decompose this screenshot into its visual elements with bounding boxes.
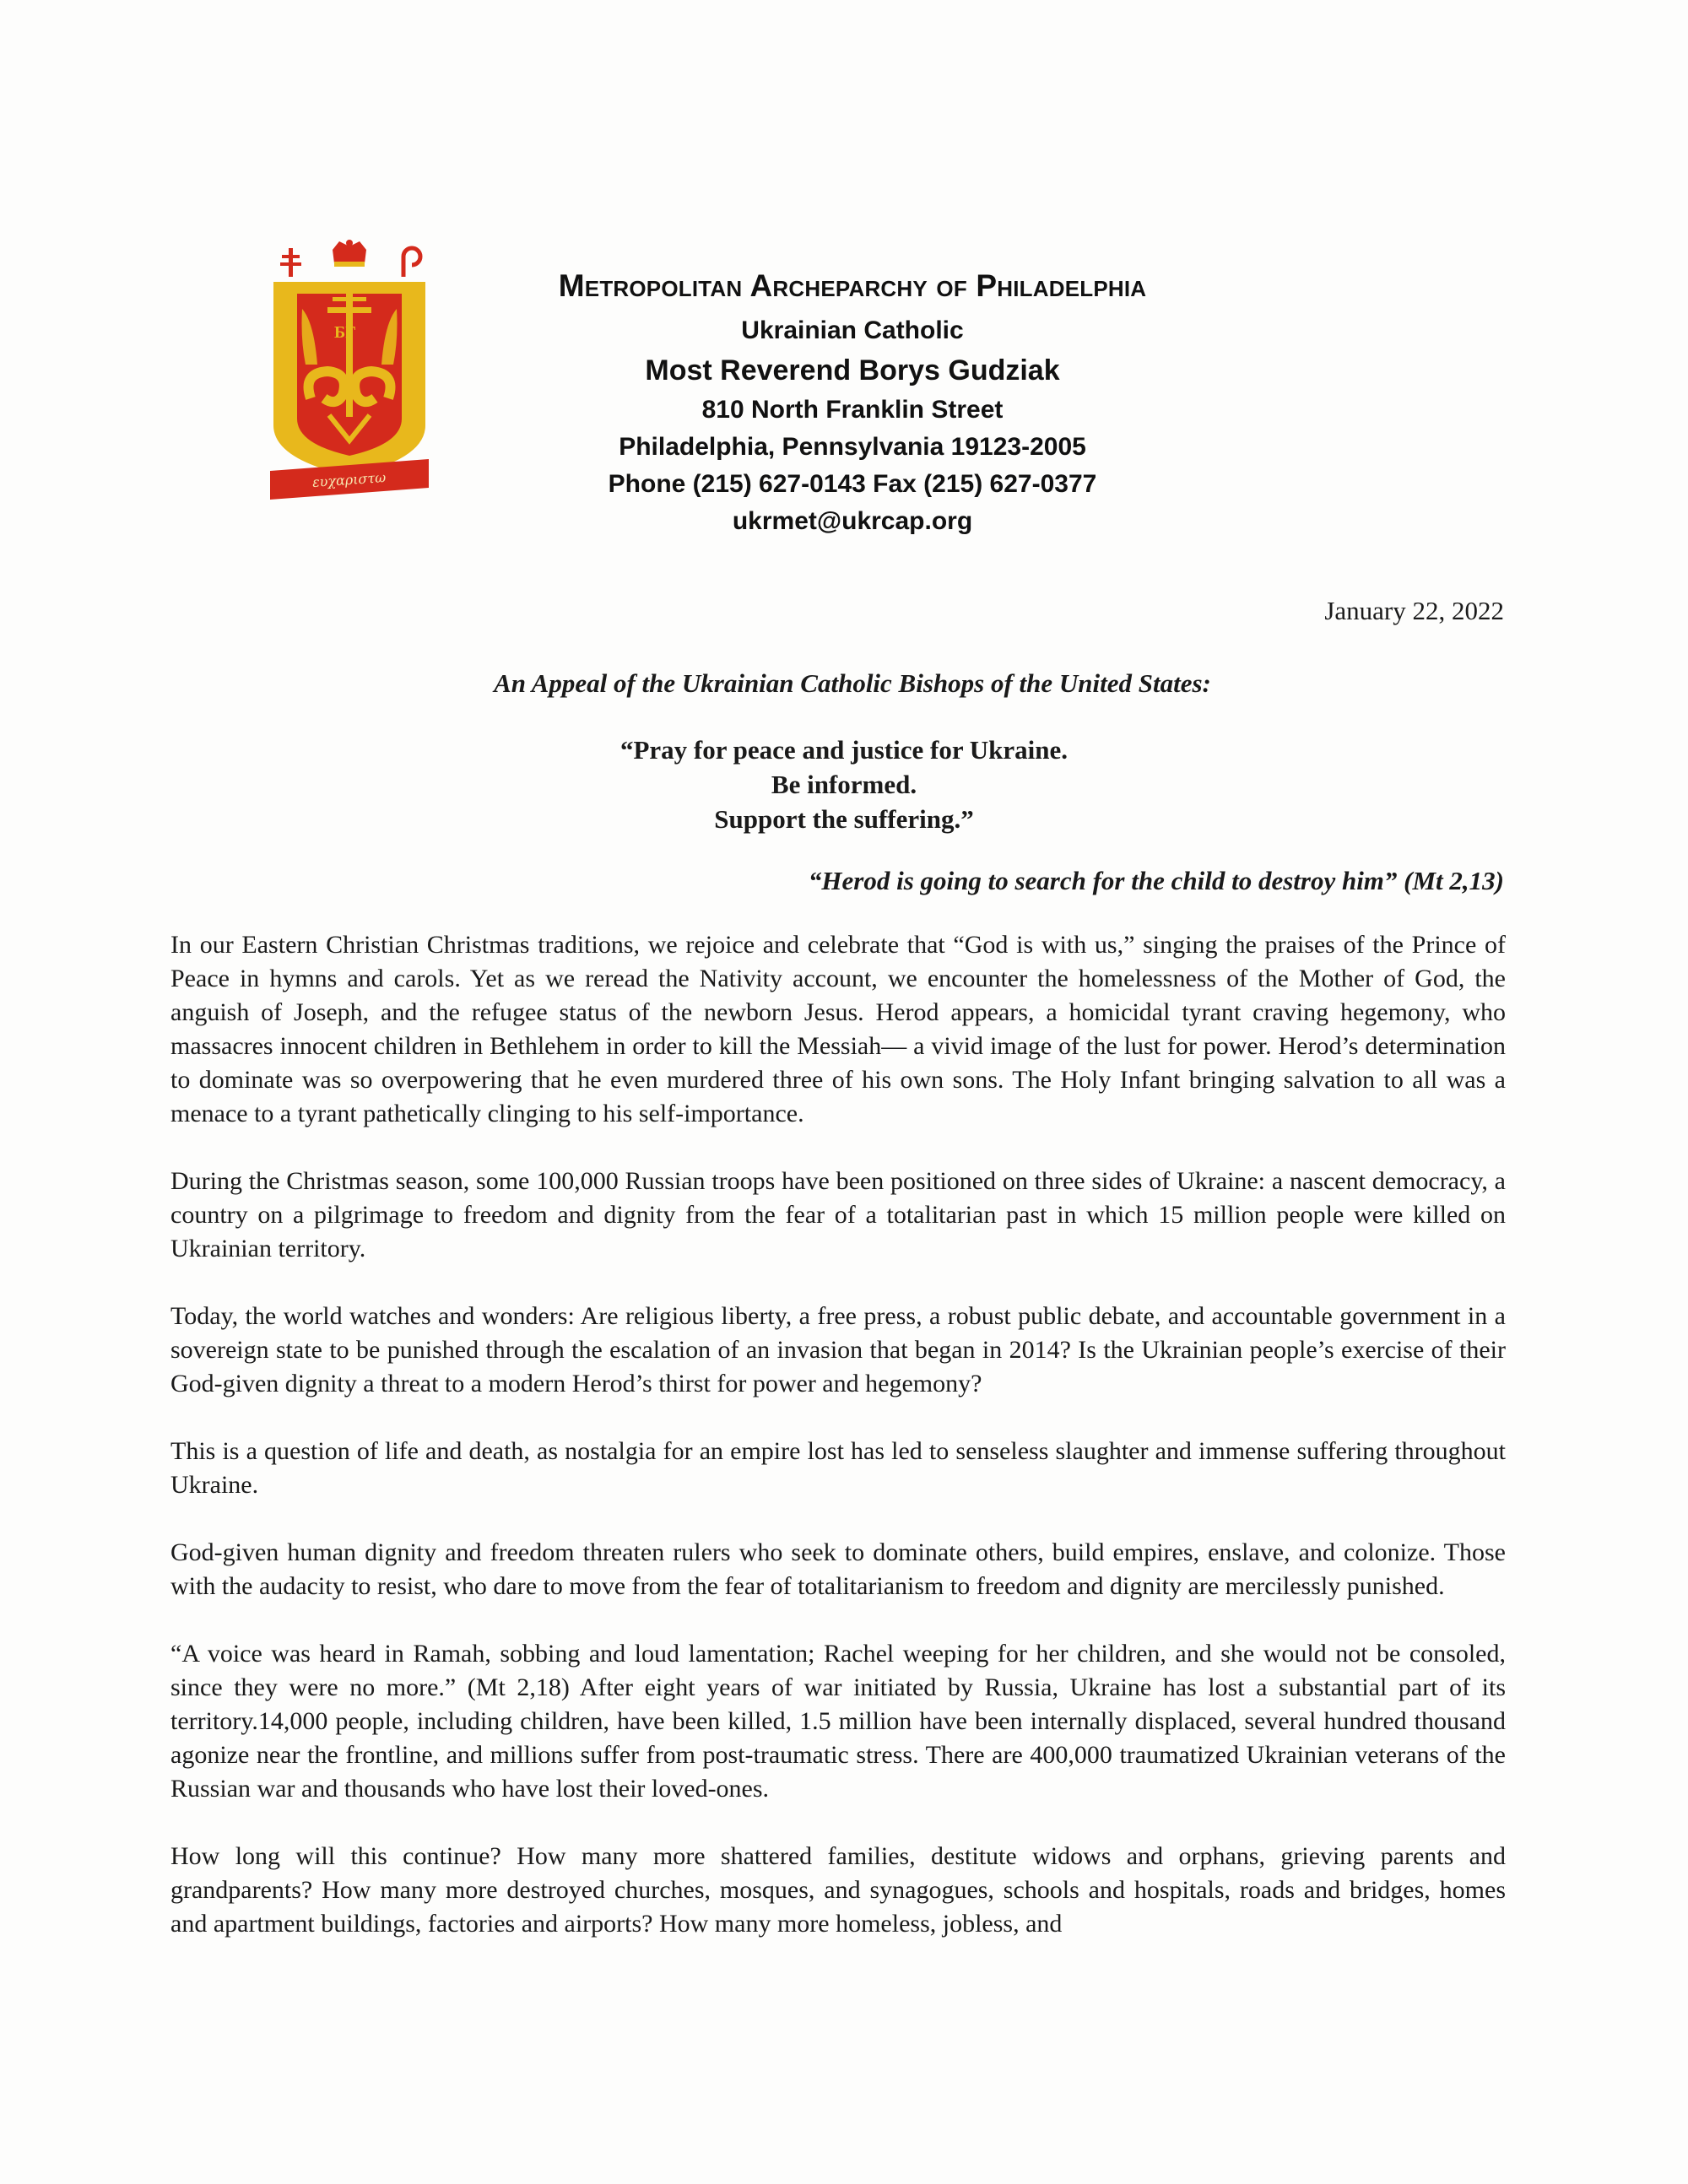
scripture-quote: “Herod is going to search for the child to destroy him” (Mt 2,13) xyxy=(808,866,1504,895)
motto-block xyxy=(0,733,1688,836)
body-paragraph: God-given human dignity and freedom threaten rulers who seek to dominate others, build empires, enslave, and colonize. Those with the audacity to resist, who dare to move from the fear of totalitarianism to freedom and dignity are mercilessly punished. xyxy=(170,1538,1506,1600)
motto-line: “Pray for peace and justice for Ukraine. xyxy=(619,735,1069,765)
email-address: ukrmet@ukrcap.org xyxy=(732,507,973,535)
body-paragraph: This is a question of life and death, as nostalgia for an empire lost has led to senseless slaughter and immense suffering throughout Ukraine. xyxy=(170,1437,1506,1499)
phone-fax: Phone (215) 627-0143 Fax (215) 627-0377 xyxy=(608,470,1097,498)
body-paragraph: How long will this continue? How many more shattered families, destitute widows and orphans, grieving parents and grandparents? How many more destroyed churches, mosques, and synagogues, schools and hospitals, roads and bridges, homes and apartment buildings, factories and airports? How many more homeless, jobless, and xyxy=(170,1842,1506,1938)
body-paragraph: Today, the world watches and wonders: Are religious liberty, a free press, a robust public debate, and accountable government in a sovereign state to be punished through the escalation of an invasion that began in 2014? Is the Ukrainian people’s exercise of their God-given dignity a threat to a modern Herod’s thirst for power and hegemony? xyxy=(170,1302,1506,1397)
city-address: Philadelphia, Pennsylvania 19123-2005 xyxy=(619,433,1086,461)
letter-body xyxy=(170,928,1506,1941)
motto-line: Be informed. xyxy=(771,770,917,799)
appeal-title: An Appeal of the Ukrainian Catholic Bishops of the United States: xyxy=(494,668,1211,698)
crosier-icon xyxy=(403,248,420,277)
body-paragraph: During the Christmas season, some 100,000 Russian troops have been positioned on three sides of Ukraine: a nascent democracy, a country on a pilgrimage to freedom and dignity from the fear of a totalitarian past in which 15 million people were killed on Ukrainian territory. xyxy=(170,1167,1506,1262)
crown-icon xyxy=(333,240,366,267)
street-address: 810 North Franklin Street xyxy=(701,396,1004,424)
letterhead xyxy=(473,268,1232,540)
body-paragraph: “A voice was heard in Ramah, sobbing and loud lamentation; Rachel weeping for her children, and she would not be consoled, since they were no more.” (Mt 2,18) After eight years of war initiated by Russia, Ukraine has lost a substantial part of its territory.14,000 people, including children, have been killed, 1.5 million have been internally displaced, several hundred thousand agonize near the frontline, and millions suffer from post-traumatic stress. There are 400,000 traumatized Ukrainian veterans of the Russian war and thousands who have lost their loved-ones. xyxy=(170,1640,1506,1803)
bishop-name: Most Reverend Borys Gudziak xyxy=(645,354,1060,387)
cross-icon xyxy=(280,248,301,277)
organization-name: Metropolitan Archeparchy of Philadelphia xyxy=(558,268,1147,303)
church-name: Ukrainian Catholic xyxy=(741,316,964,344)
crest-initials: БГ xyxy=(334,323,356,342)
archeparchy-crest-logo xyxy=(268,238,430,506)
crest-motto-text: ευχαριστω xyxy=(311,468,387,491)
motto-line: Support the suffering.” xyxy=(714,804,974,834)
body-paragraph: In our Eastern Christian Christmas traditions, we rejoice and celebrate that “God is with us,” singing the praises of the Prince of Peace in hymns and carols. Yet as we reread the Nativity account, we encounter the homelessness of the Mother of God, the anguish of Joseph, and the refugee status of the newborn Jesus. Herod appears, a homicidal tyrant craving hegemony, who massacres innocent children in Bethlehem in order to kill the Messiah— a vivid image of the lust for power. Herod’s determination to dominate was so overpowering that he even murdered three of his own sons. The Holy Infant bringing salvation to all was a menace to a tyrant pathetically clinging to his self-importance. xyxy=(170,931,1506,1127)
letter-date: January 22, 2022 xyxy=(1324,596,1504,625)
